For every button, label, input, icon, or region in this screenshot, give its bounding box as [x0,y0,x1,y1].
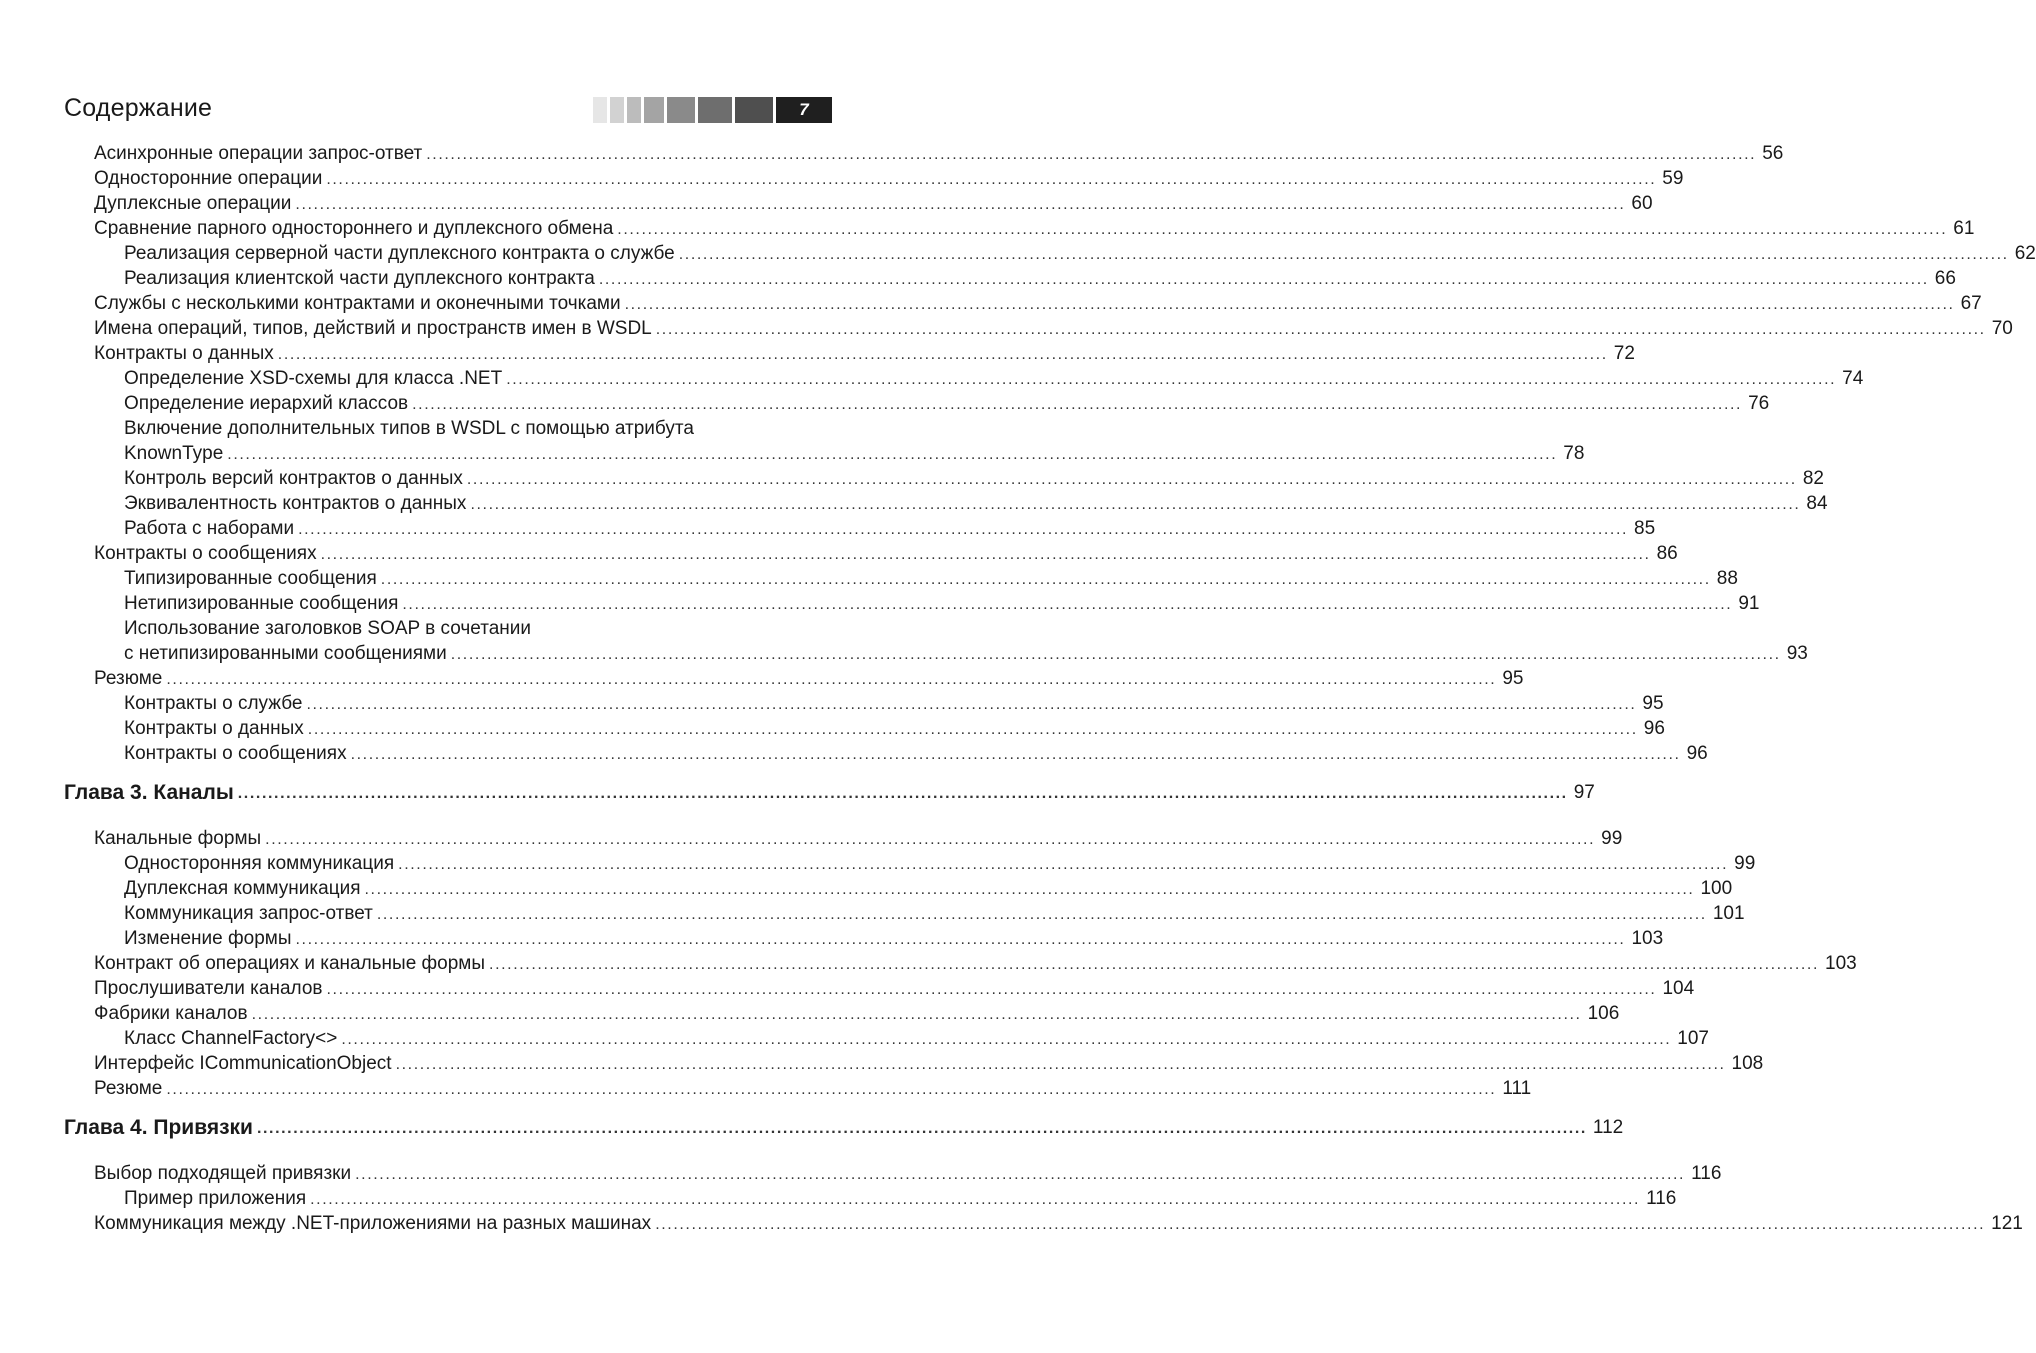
toc-entry[interactable] [94,191,1653,216]
toc-entry[interactable] [124,566,1738,591]
toc-entry[interactable] [94,316,2013,341]
toc-entry-title: Включение дополнительных типов в WSDL с помощью атрибута [124,418,694,439]
toc-entry-title: Коммуникация запрос-ответ [124,903,373,924]
toc-entry-title: Резюме [94,1078,163,1099]
dot-leader: ............................................................................................................................................................................................................................ [256,1120,1587,1137]
toc-entry[interactable] [94,951,1857,976]
toc-page-number: 78 [1563,443,1585,464]
toc-entry-title: Контракты о сообщениях [94,543,317,564]
strip-block [644,97,664,123]
toc-entry[interactable] [124,1186,1677,1211]
toc-page-number: 111 [1502,1078,1532,1099]
toc-page-number: 60 [1631,193,1653,214]
toc-entry-title: Контракт об операциях и канальные формы [94,953,486,974]
dot-leader: ............................................................................................................................................................................................................................ [310,1191,1641,1208]
toc-entry[interactable] [124,926,1664,951]
toc-entry[interactable] [94,1076,1532,1101]
toc-page-number: 103 [1825,953,1857,974]
toc-entry-title: Односторонние операции [94,168,323,189]
toc-entry-title: Использование заголовков SOAP в сочетании [124,618,531,639]
toc-page-number: 59 [1662,168,1684,189]
dot-leader: ............................................................................................................................................................................................................................ [306,696,1637,713]
toc-page-number: 84 [1806,493,1828,514]
dot-leader: ............................................................................................................................................................................................................................ [166,1081,1497,1098]
dot-leader: ............................................................................................................................................................................................................................ [398,856,1729,873]
toc-entry[interactable] [94,1001,1620,1026]
toc-page-number: 62 [2014,243,2036,264]
toc-page-number: 82 [1802,468,1824,489]
toc-entry-title: Асинхронные операции запрос-ответ [94,143,423,164]
toc-entry[interactable] [124,901,1745,926]
dot-leader: ............................................................................................................................................................................................................................ [450,646,1781,663]
toc-entry-title: Односторонняя коммуникация [124,853,395,874]
toc-entry[interactable] [124,1026,1709,1051]
toc-entry[interactable] [124,441,1585,466]
dot-leader: ............................................................................................................................................................................................................................ [350,746,1681,763]
toc-chapter[interactable] [64,780,1595,805]
dot-leader: ............................................................................................................................................................................................................................ [320,546,1651,563]
dot-leader: ............................................................................................................................................................................................................................ [470,496,1801,513]
strip-block [610,97,624,123]
toc-entry-title: Канальные формы [94,828,262,849]
toc-entry-title: Реализация клиентской части дуплексного контракта [124,268,595,289]
toc-page-number: 86 [1656,543,1678,564]
toc-entry-title: Эквивалентность контрактов о данных [124,493,467,514]
toc-page-number: 95 [1642,693,1664,714]
toc-entry-title: Службы с несколькими контрактами и оконечными точками [94,293,621,314]
toc-page-number: 66 [1934,268,1956,289]
toc-entry[interactable] [124,641,1808,666]
toc-entry[interactable] [124,241,2036,266]
toc-entry[interactable] [124,366,1864,391]
toc-page-number: 61 [1953,218,1975,239]
toc-entry-title: Определение XSD-схемы для класса .NET [124,368,503,389]
toc-entry-title: Фабрики каналов [94,1003,248,1024]
toc-entry[interactable] [124,876,1733,901]
page-title: Содержание [64,94,213,122]
toc-entry-title: Контроль версий контрактов о данных [124,468,463,489]
toc-entry-title: Выбор подходящей привязки [94,1163,352,1184]
dot-leader: ............................................................................................................................................................................................................................ [326,981,1657,998]
toc-entry[interactable] [94,666,1524,691]
toc-page-number: 112 [1592,1117,1624,1138]
dot-leader: ............................................................................................................................................................................................................................ [295,931,1626,948]
toc-page-number: 99 [1601,828,1623,849]
toc-entry[interactable] [124,741,1708,766]
toc-chapter[interactable] [64,1115,1624,1140]
toc-page-number: 74 [1842,368,1864,389]
dot-leader: ............................................................................................................................................................................................................................ [655,321,1986,338]
toc-entry[interactable] [124,391,1770,416]
toc-entry-title: Контракты о службе [124,693,303,714]
dot-leader: ............................................................................................................................................................................................................................ [298,521,1629,538]
toc-entry[interactable] [124,591,1760,616]
dot-leader: ............................................................................................................................................................................................................................ [277,346,1608,363]
toc-entry[interactable] [124,851,1756,876]
toc-page-number: 116 [1646,1188,1677,1209]
toc-chapter-title: Глава 4. Привязки [64,1116,253,1139]
toc-entry-title: Контракты о данных [94,343,274,364]
toc-entry[interactable] [94,166,1684,191]
toc-page-number: 104 [1662,978,1695,999]
toc-entry-title: Дуплексная коммуникация [124,878,361,899]
toc-page-number: 88 [1716,568,1738,589]
dot-leader: ............................................................................................................................................................................................................................ [227,446,1558,463]
dot-leader: ............................................................................................................................................................................................................................ [376,906,1707,923]
toc-entry[interactable] [124,716,1665,741]
dot-leader: ............................................................................................................................................................................................................................ [598,271,1929,288]
toc-page-number: 116 [1691,1163,1722,1184]
toc-entry-title: Определение иерархий классов [124,393,409,414]
toc-entry-title: Пример приложения [124,1188,307,1209]
toc-entry-title: Дуплексные операции [94,193,292,214]
toc-entry-title: Класс ChannelFactory<> [124,1028,338,1049]
dot-leader: ............................................................................................................................................................................................................................ [295,196,1626,213]
toc-entry[interactable] [124,491,1828,516]
toc-entry-title: Коммуникация между .NET-приложениями на разных машинах [94,1213,652,1234]
toc-entry[interactable] [94,216,1975,241]
toc-page-number: 96 [1686,743,1708,764]
dot-leader: ............................................................................................................................................................................................................................ [166,671,1497,688]
toc-entry[interactable] [124,516,1656,541]
toc-page-number: 56 [1762,143,1784,164]
toc-page-number: 93 [1786,643,1808,664]
toc-entry[interactable] [94,141,1784,166]
dot-leader: ............................................................................................................................................................................................................................ [251,1006,1582,1023]
toc-page-number: 99 [1734,853,1756,874]
toc-page-number: 67 [1960,293,1982,314]
toc-page-number: 72 [1613,343,1635,364]
toc-entry[interactable] [94,291,1982,316]
dot-leader: ............................................................................................................................................................................................................................ [395,1056,1726,1073]
page-header [64,92,832,128]
dot-leader: ............................................................................................................................................................................................................................ [380,571,1711,588]
toc-entry-title-continued: с нетипизированными сообщениями [124,643,447,664]
dot-leader: ............................................................................................................................................................................................................................ [265,831,1596,848]
strip-block [667,97,695,123]
toc-page-number: 100 [1700,878,1733,899]
toc-entry-title: Контракты о сообщениях [124,743,347,764]
toc-entry-title: Нетипизированные сообщения [124,593,399,614]
dot-leader: ............................................................................................................................................................................................................................ [237,785,1568,802]
toc-entry-title-continued: KnownType [124,443,224,464]
toc-page-number: 103 [1631,928,1664,949]
toc-entry-title: Интерфейс ICommunicationObject [94,1053,392,1074]
toc-entry[interactable] [124,691,1664,716]
toc-entry[interactable] [94,826,1623,851]
page-number-strip [590,97,832,123]
toc-entry-title: Изменение формы [124,928,292,949]
toc-entry[interactable] [94,341,1635,366]
toc-page-number: 121 [1991,1213,2023,1234]
strip-block [593,97,607,123]
toc-page-number: 91 [1738,593,1760,614]
dot-leader: ............................................................................................................................................................................................................................ [678,246,2009,263]
toc-entry[interactable] [94,1211,2023,1236]
dot-leader: ............................................................................................................................................................................................................................ [307,721,1638,738]
toc-entry-title: Прослушиватели каналов [94,978,323,999]
toc-entry-title: Типизированные сообщения [124,568,377,589]
toc-page-number: 106 [1587,1003,1620,1024]
toc-page-number: 97 [1573,782,1595,803]
toc-entry[interactable] [94,541,1678,566]
dot-leader: ............................................................................................................................................................................................................................ [326,171,1657,188]
toc-entry-title: Работа с наборами [124,518,295,539]
strip-block [735,97,773,123]
dot-leader: ............................................................................................................................................................................................................................ [355,1166,1686,1183]
toc-entry-title: Реализация серверной части дуплексного контракта о службе [124,243,675,264]
toc-entry[interactable] [94,1051,1764,1076]
page-number: 7 [776,97,832,123]
dot-leader: ............................................................................................................................................................................................................................ [624,296,1955,313]
toc-page-number: 85 [1634,518,1656,539]
toc-page-number: 70 [1991,318,2013,339]
toc-entry[interactable] [94,1161,1722,1186]
toc-page-number: 101 [1712,903,1745,924]
toc-page-number: 76 [1748,393,1770,414]
dot-leader: ............................................................................................................................................................................................................................ [489,956,1819,973]
strip-block [698,97,732,123]
toc-entry-title: Имена операций, типов, действий и пространств имен в WSDL [94,318,652,339]
toc-entry-title: Сравнение парного одностороннего и дуплексного обмена [94,218,614,239]
dot-leader: ............................................................................................................................................................................................................................ [412,396,1743,413]
toc-entry-title: Контракты о данных [124,718,304,739]
toc-entry[interactable] [124,466,1824,491]
dot-leader: ............................................................................................................................................................................................................................ [341,1031,1672,1048]
toc-entry[interactable] [94,976,1695,1001]
dot-leader: ............................................................................................................................................................................................................................ [655,1216,1986,1233]
dot-leader: ............................................................................................................................................................................................................................ [617,221,1948,238]
toc-page-number: 96 [1643,718,1665,739]
toc-entry[interactable] [124,266,1956,291]
strip-block [627,97,641,123]
dot-leader: ............................................................................................................................................................................................................................ [402,596,1733,613]
toc-page-number: 108 [1731,1053,1764,1074]
toc-page-number: 95 [1502,668,1524,689]
dot-leader: ............................................................................................................................................................................................................................ [466,471,1797,488]
toc-page-number: 107 [1677,1028,1709,1049]
toc-entry-title: Резюме [94,668,163,689]
dot-leader: ............................................................................................................................................................................................................................ [426,146,1757,163]
dot-leader: ............................................................................................................................................................................................................................ [506,371,1837,388]
dot-leader: ............................................................................................................................................................................................................................ [364,881,1695,898]
toc-chapter-title: Глава 3. Каналы [64,781,234,804]
